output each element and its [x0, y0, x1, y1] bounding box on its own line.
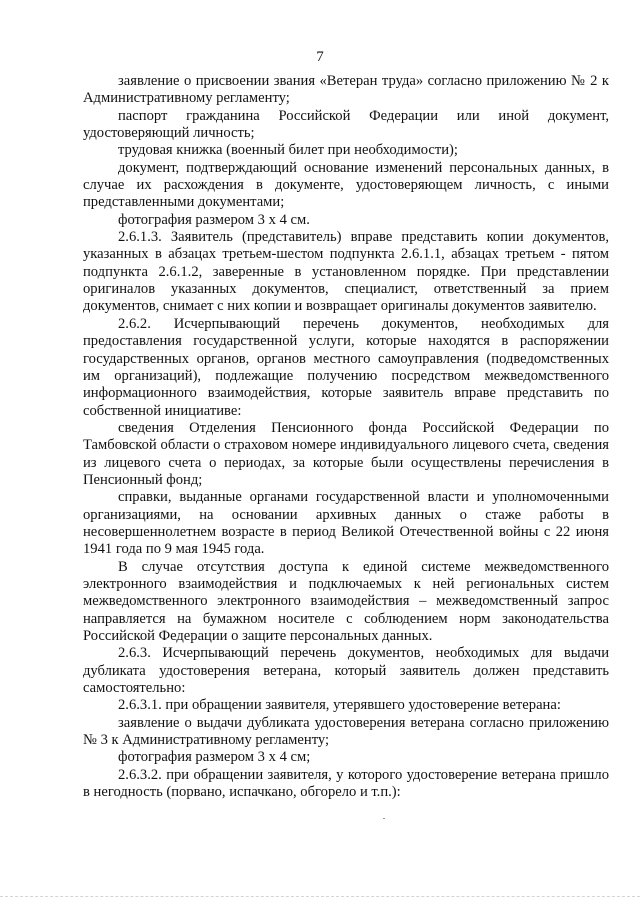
paragraph-photo: фотография размером 3 х 4 см.	[118, 211, 310, 228]
paragraph-pension-fund-info: сведения Отделения Пенсионного фонда Российской Федерации по Тамбовской области о страховом номере индивидуального лицевого счета, сведения из лицевого счета о периодах, за которые были осуществлены перечисления в Пенсионный фонд;	[83, 419, 609, 488]
paragraph-2-6-3-2: 2.6.3.2. при обращении заявителя, у которого удостоверение ветерана пришло в негодность (порвано, испачкано, обгорело и т.п.):	[83, 766, 609, 801]
page-number: 7	[316, 49, 324, 65]
paragraph-archive-certificates: справки, выданные органами государственной власти и уполномоченными организациями, на основании архивных данных о стаже работы в несовершеннолетнем возрасте в период Великой Отечественной войны с 22 июня 1941 года по 9 мая 1945 года.	[83, 489, 609, 558]
paragraph-no-access-case: В случае отсутствия доступа к единой системе межведомственного электронного взаимодействия и подключаемых к ней региональных систем межведомственного электронного взаимодействия – межведомственный запрос направляется на бумажном носителе с соблюдением норм законодательства Российской Федерации о защите персональных данных.	[83, 558, 609, 644]
paragraph-personal-data-change: документ, подтверждающий основание изменений персональных данных, в случае их расхождения в документе, удостоверяющем личность, с иными представленными документами;	[83, 159, 609, 211]
paragraph-duplicate-application: заявление о выдачи дубликата удостоверения ветерана согласно приложению № 3 к Административному регламенту;	[83, 714, 609, 749]
paragraph-work-book: трудовая книжка (военный билет при необходимости);	[118, 142, 458, 159]
paragraph-passport: паспорт гражданина Российской Федерации или иной документ, удостоверяющий личность;	[83, 107, 609, 142]
scan-bottom-edge	[0, 896, 640, 898]
body-text	[83, 73, 609, 801]
paragraph-veteran-application: заявление о присвоении звания «Ветеран труда» согласно приложению № 2 к Административному регламенту;	[83, 73, 609, 107]
paragraph-2-6-3-1: 2.6.3.1. при обращении заявителя, утерявшего удостоверение ветерана:	[118, 697, 561, 714]
paragraph-photo-duplicate: фотография размером 3 х 4 см;	[118, 749, 311, 766]
paragraph-2-6-2: 2.6.2. Исчерпывающий перечень документов, необходимых для предоставления государственной услуги, которые находятся в распоряжении государственных органов, органов местного самоуправления (подведомственных им организаций), подлежащие получению посредством межведомственного информационного взаимодействия, которые заявитель вправе представить по собственной инициативе:	[83, 315, 609, 419]
scan-speck	[383, 818, 385, 819]
paragraph-2-6-1-3: 2.6.1.3. Заявитель (представитель) вправе представить копии документов, указанных в абзацах третьем-шестом подпункта 2.6.1.1, абзацах третьем - пятом подпункта 2.6.1.2, заверенные в установленном порядке. При представлении оригиналов указанных документов, специалист, ответственный за прием документов, снимает с них копии и возвращает оригиналы документов заявителю.	[83, 229, 609, 315]
paragraph-2-6-3: 2.6.3. Исчерпывающий перечень документов, необходимых для выдачи дубликата удостоверения ветерана, который заявитель должен представить самостоятельно:	[83, 645, 609, 697]
